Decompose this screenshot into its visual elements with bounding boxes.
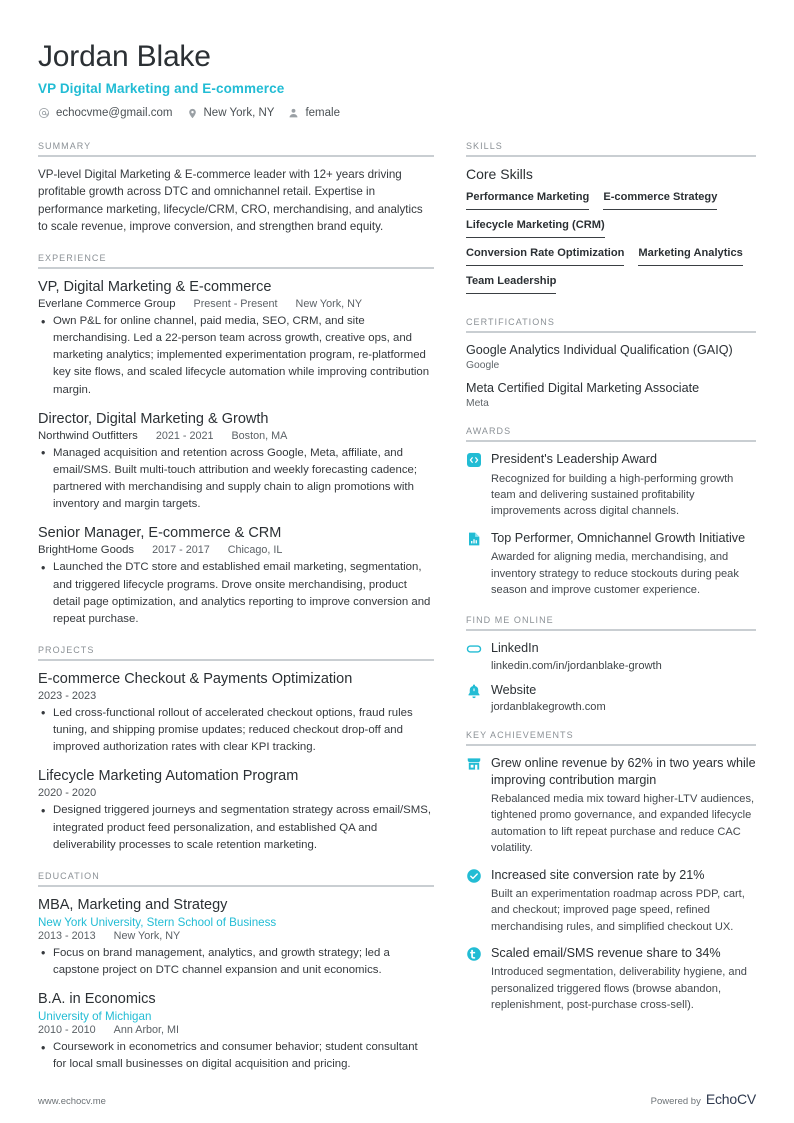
section-achievements xyxy=(466,730,756,1014)
achievement-item xyxy=(466,945,756,1014)
experience-meta xyxy=(38,544,434,556)
achievement-title: Grew online revenue by 62% in two years while improving contribution margin xyxy=(491,756,756,787)
experience-entry xyxy=(38,278,434,399)
candidate-name: Jordan Blake xyxy=(38,40,211,73)
contact-email-value: echocvme@gmail.com xyxy=(56,107,173,120)
section-summary xyxy=(38,141,434,236)
skill-chip: E-commerce Strategy xyxy=(603,188,717,210)
person-icon xyxy=(288,107,299,119)
link-item-linkedin[interactable] xyxy=(466,640,756,671)
skill-chip: Conversion Rate Optimization xyxy=(466,244,624,266)
footer-powered-by xyxy=(651,1091,756,1107)
section-divider xyxy=(466,440,756,442)
education-dates: 2013 - 2013 xyxy=(38,929,96,942)
bullet: • Designed triggered journeys and segmentation strategy across email/SMS, integrated product feed personalization, and established QA and deliverability processes to scale retention marketing. xyxy=(38,802,434,853)
achievement-body xyxy=(491,755,756,856)
award-description: Recognized for building a high-performing growth team and delivering sustained profitability improvements across digital channels. xyxy=(491,472,734,518)
link-url[interactable]: jordanblakegrowth.com xyxy=(491,701,606,714)
certification-item xyxy=(466,342,756,371)
award-body xyxy=(491,451,756,520)
link-body xyxy=(491,682,756,713)
award-description: Awarded for aligning media, merchandising, and inventory strategy to reduce stockouts during peak season and improve customer experience. xyxy=(491,551,739,597)
section-title-summary: SUMMARY xyxy=(38,140,92,151)
certification-name: Google Analytics Individual Qualification (GAIQ) xyxy=(466,342,733,357)
left-column xyxy=(38,141,434,1091)
letter-circle-icon xyxy=(466,946,482,962)
award-item xyxy=(466,530,756,599)
section-title-awards: AWARDS xyxy=(466,426,512,437)
experience-location: Chicago, IL xyxy=(227,544,283,557)
award-item xyxy=(466,451,756,520)
capsule-icon xyxy=(466,641,482,657)
section-links xyxy=(466,615,756,713)
at-icon xyxy=(38,107,50,119)
check-circle-icon xyxy=(466,868,482,884)
education-school: University of Michigan xyxy=(38,1010,152,1024)
project-dates: 2020 - 2020 xyxy=(38,787,97,800)
link-body xyxy=(491,640,756,671)
award-title: President's Leadership Award xyxy=(491,452,657,467)
resume-body xyxy=(38,141,756,1091)
achievement-item xyxy=(466,867,756,936)
section-divider xyxy=(38,267,434,269)
experience-dates: 2017 - 2017 xyxy=(152,544,210,557)
bullet: • Led cross-functional rollout of accelerated checkout options, fraud rules tuning, and shipping promise updates; reduced checkout drop-off and improved authorization rates with clear KPI tracking. xyxy=(38,705,434,756)
education-location: Ann Arbor, MI xyxy=(113,1024,180,1037)
education-meta xyxy=(38,1024,434,1036)
skill-chip: Team Leadership xyxy=(466,272,556,294)
project-bullets xyxy=(38,802,434,853)
experience-org: Everlane Commerce Group xyxy=(38,298,176,311)
education-bullets xyxy=(38,945,434,979)
award-title: Top Performer, Omnichannel Growth Initiative xyxy=(491,530,746,545)
experience-role: VP, Digital Marketing & E-commerce xyxy=(38,279,272,296)
footer-site-url[interactable]: www.echocv.me xyxy=(38,1096,106,1107)
footer-brand: EchoCV xyxy=(705,1091,756,1107)
skill-chip: Performance Marketing xyxy=(466,188,589,210)
bullet: • Own P&L for online channel, paid media, SEO, CRM, and site merchandising. Led a 22-person team across growth, creative ops, and marketing analytics; implemented experimentation program, re-platformed key site flows, and scaled lifecycle automation while improving contribution margin. xyxy=(38,313,434,399)
section-divider xyxy=(38,155,434,157)
education-location: New York, NY xyxy=(113,929,181,942)
contact-location xyxy=(187,107,275,120)
education-degree: B.A. in Economics xyxy=(38,991,156,1008)
skill-chip: Marketing Analytics xyxy=(638,244,742,266)
education-entry xyxy=(38,896,434,979)
skills-group-title: Core Skills xyxy=(466,165,533,182)
code-square-icon xyxy=(466,452,482,468)
education-school: New York University, Stern School of Business xyxy=(38,915,277,929)
section-education xyxy=(38,871,434,1074)
contact-email[interactable] xyxy=(38,107,173,119)
project-dates: 2023 - 2023 xyxy=(38,689,97,702)
bullet: • Focus on brand management, analytics, and growth strategy; led a capstone project on DTC channel expansion and unit economics. xyxy=(38,945,434,979)
experience-dates: Present - Present xyxy=(193,298,278,311)
section-divider xyxy=(38,885,434,887)
link-label: Website xyxy=(491,682,537,697)
resume-header xyxy=(38,40,756,120)
candidate-headline: VP Digital Marketing and E-commerce xyxy=(38,80,285,96)
project-bullets xyxy=(38,705,434,756)
summary-text: VP-level Digital Marketing & E-commerce leader with 12+ years driving profitable growth across DTC and omnichannel retail. Expertise in performance marketing, lifecycle/CRM, CRO, merchandising, and analytics to scale revenue, improve conversion, and strengthen brand equity. xyxy=(38,167,423,234)
section-awards xyxy=(466,426,756,598)
experience-location: New York, NY xyxy=(295,298,363,311)
experience-role: Director, Digital Marketing & Growth xyxy=(38,410,269,427)
section-divider xyxy=(466,744,756,746)
bullet: • Launched the DTC store and established email marketing, segmentation, and triggered lifecycle programs. Drove onsite merchandising, product detail page optimization, and analytics reporting to improve conversion and repeat purchase. xyxy=(38,559,434,627)
project-entry xyxy=(38,670,434,756)
experience-meta xyxy=(38,430,434,442)
contact-location-value: New York, NY xyxy=(203,107,275,120)
project-entry xyxy=(38,767,434,853)
bullet: • Coursework in econometrics and consumer behavior; student consultant for local small businesses on digital acquisition and pricing. xyxy=(38,1039,434,1073)
page-footer xyxy=(38,1091,756,1107)
link-label: LinkedIn xyxy=(491,641,539,656)
certification-name: Meta Certified Digital Marketing Associate xyxy=(466,380,700,395)
experience-role: Senior Manager, E-commerce & CRM xyxy=(38,525,282,542)
education-bullets xyxy=(38,1039,434,1073)
section-skills xyxy=(466,141,756,300)
experience-org: BrightHome Goods xyxy=(38,544,135,557)
experience-entry xyxy=(38,410,434,514)
experience-bullets xyxy=(38,313,434,399)
project-name: E-commerce Checkout & Payments Optimization xyxy=(38,670,353,687)
achievement-body xyxy=(491,867,756,936)
education-meta xyxy=(38,930,434,942)
section-title-skills: SKILLS xyxy=(466,140,503,151)
experience-meta xyxy=(38,298,434,310)
education-dates: 2010 - 2010 xyxy=(38,1024,96,1037)
section-divider xyxy=(466,155,756,157)
contact-gender-value: female xyxy=(305,107,340,120)
experience-bullets xyxy=(38,445,434,513)
bell-icon xyxy=(466,683,482,699)
experience-location: Boston, MA xyxy=(231,429,288,442)
skill-chip: Lifecycle Marketing (CRM) xyxy=(466,216,605,238)
education-degree: MBA, Marketing and Strategy xyxy=(38,896,228,913)
section-title-links: FIND ME ONLINE xyxy=(466,615,554,626)
experience-dates: 2021 - 2021 xyxy=(155,429,214,442)
section-title-certifications: CERTIFICATIONS xyxy=(466,316,555,327)
right-column xyxy=(466,141,756,1031)
certification-issuer: Google xyxy=(466,359,500,371)
section-title-achievements: KEY ACHIEVEMENTS xyxy=(466,730,574,741)
experience-bullets xyxy=(38,559,434,627)
bullet: • Managed acquisition and retention across Google, Meta, affiliate, and email/SMS. Built multi-touch attribution and weekly forecasting cadence; partnered with merchandising and supply chain to align promotions with inventory and margin targets. xyxy=(38,445,434,513)
section-certifications xyxy=(466,317,756,410)
achievement-title: Scaled email/SMS revenue share to 34% xyxy=(491,946,721,961)
footer-powered-label: Powered by xyxy=(650,1096,701,1107)
skills-list xyxy=(466,188,756,300)
contact-row xyxy=(38,107,756,120)
section-title-education: EDUCATION xyxy=(38,870,100,881)
section-divider xyxy=(466,331,756,333)
achievement-item xyxy=(466,755,756,856)
section-projects xyxy=(38,645,434,854)
section-experience xyxy=(38,253,434,628)
education-entry xyxy=(38,990,434,1073)
storefront-icon xyxy=(466,756,482,772)
experience-org: Northwind Outfitters xyxy=(38,429,138,442)
contact-gender xyxy=(288,107,340,119)
achievement-body xyxy=(491,945,756,1014)
achievement-title: Increased site conversion rate by 21% xyxy=(491,867,705,882)
certification-issuer: Meta xyxy=(466,398,489,410)
award-body xyxy=(491,530,756,599)
link-item-website[interactable] xyxy=(466,682,756,713)
achievement-description: Introduced segmentation, deliverability hygiene, and personalized triggered flows (browse abandon, replenishment, post-purchase cross-sell). xyxy=(491,966,747,1012)
document-chart-icon xyxy=(466,531,482,547)
certification-item xyxy=(466,380,756,409)
section-title-projects: PROJECTS xyxy=(38,644,95,655)
achievement-description: Built an experimentation roadmap across PDP, cart, and checkout; improved page speed, refined merchandising rules, and simplified checkout UX. xyxy=(491,887,745,933)
location-pin-icon xyxy=(187,107,198,120)
achievement-description: Rebalanced media mix toward higher-LTV audiences, tightened promo governance, and expanded lifecycle automation to lift repeat purchase and reduce CAC volatility. xyxy=(491,792,755,855)
section-divider xyxy=(38,659,434,661)
link-url[interactable]: linkedin.com/in/jordanblake-growth xyxy=(491,659,662,672)
section-divider xyxy=(466,629,756,631)
experience-entry xyxy=(38,524,434,628)
project-name: Lifecycle Marketing Automation Program xyxy=(38,768,299,785)
section-title-experience: EXPERIENCE xyxy=(38,253,107,264)
